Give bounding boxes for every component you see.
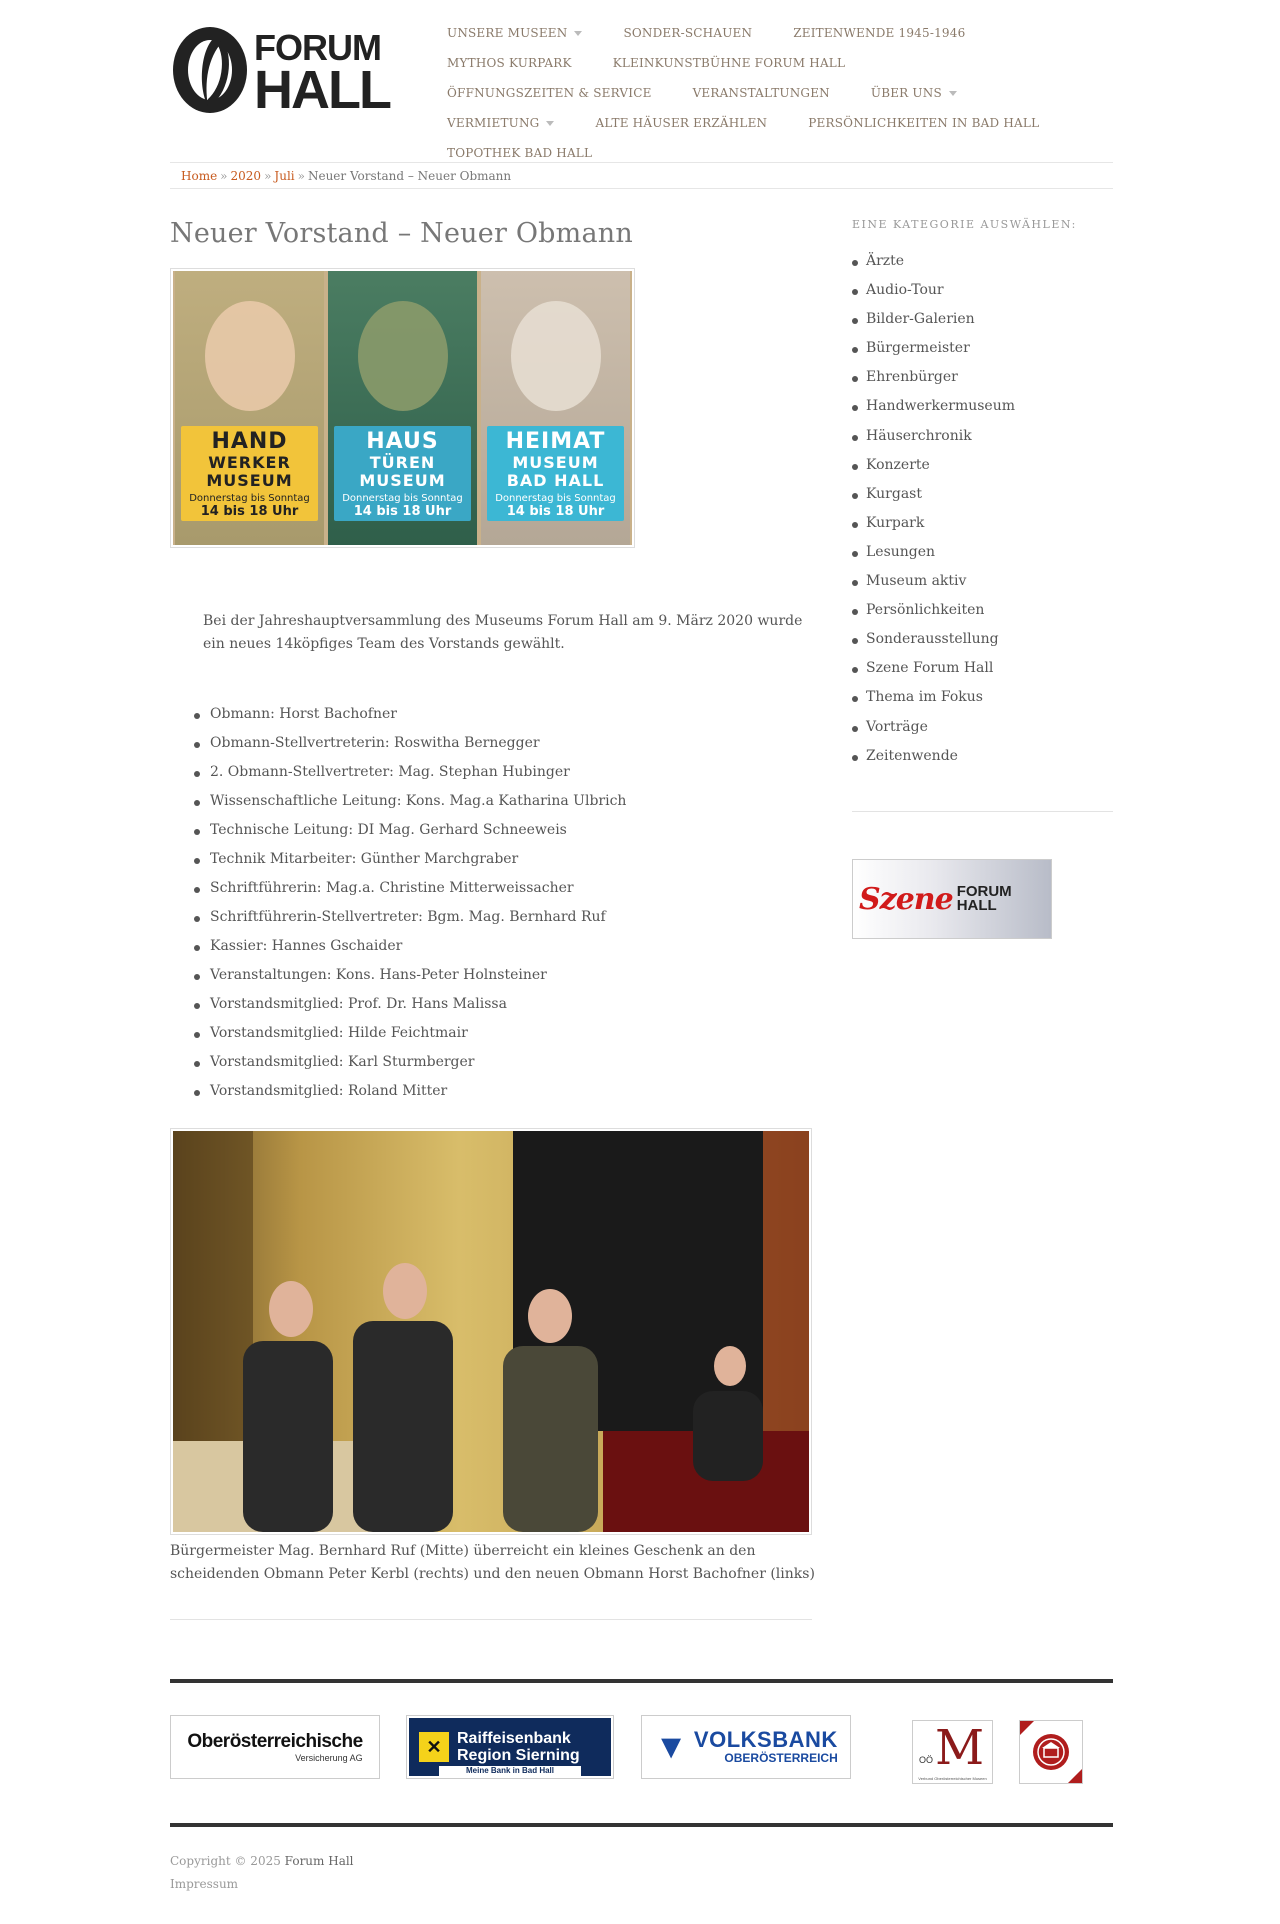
photo-scene [173,1131,809,1532]
board-member-item: Wissenschaftliche Leitung: Kons. Mag.a Katharina Ulbrich [210,787,626,816]
poster-line2: WERKER [208,453,291,472]
poster-line3: MUSEUM [206,471,293,490]
nav-item[interactable] [447,48,572,78]
breadcrumb-current: Neuer Vorstand – Neuer Obmann [307,169,512,183]
handover-photo[interactable] [170,1128,812,1535]
sponsor-2-line3: Meine Bank in Bad Hall [439,1766,581,1776]
board-member-item: 2. Obmann-Stellvertreter: Mag. Stephan Hubinger [210,758,626,787]
copyright-text: Copyright © 2025 [170,1854,281,1868]
sponsor-4-letter: M [935,1720,985,1776]
nav-item[interactable] [447,108,554,138]
breadcrumb-month[interactable]: Juli [274,169,295,183]
board-member-item: Vorstandsmitglied: Roland Mitter [210,1077,626,1106]
sponsor-4-sub: Verbund Oberösterreichischer Museen [918,1776,987,1781]
board-member-item: Technische Leitung: DI Mag. Gerhard Schneeweis [210,816,626,845]
poster-illustration [511,301,601,411]
szene-forum-hall-banner[interactable] [852,859,1052,939]
footer-impressum-link[interactable]: Impressum [170,1877,239,1891]
site-logo[interactable] [170,18,390,120]
category-link[interactable]: Ehrenbürger [866,363,1015,392]
category-link[interactable]: Lesungen [866,538,1015,567]
sidebar-divider [852,811,1113,812]
chevron-down-icon [546,121,554,126]
board-member-item: Obmann: Horst Bachofner [210,700,626,729]
category-link[interactable]: Häuserchronik [866,422,1015,451]
poster-illustration [205,301,295,411]
category-link[interactable]: Kurgast [866,480,1015,509]
nav-item-label: ÜBER UNS [870,86,942,100]
category-link[interactable]: Museum aktiv [866,567,1015,596]
nav-item-label: PERSÖNLICHKEITEN IN BAD HALL [808,116,1040,130]
sponsor-4-prefix: OÖ [919,1755,934,1765]
museum-poster [175,271,324,545]
category-link[interactable]: Handwerkermuseum [866,392,1015,421]
nav-item-label: VERMIETUNG [447,116,540,130]
category-link[interactable]: Vorträge [866,713,1015,742]
poster-title-panel [487,426,624,521]
breadcrumb-separator: » [264,169,272,183]
sponsor-bottom-rule [170,1823,1113,1827]
sponsor-oberoesterreichische[interactable] [170,1715,380,1779]
poster-time: 14 bis 18 Uhr [506,504,605,519]
copyright [170,1854,354,1868]
category-link[interactable]: Thema im Fokus [866,683,1015,712]
sponsor-raiffeisenbank[interactable] [406,1715,614,1779]
sponsor-3-line1: VOLKSBANK [693,1727,838,1752]
volksbank-icon: ▼ [654,1727,688,1766]
breadcrumb-separator: » [220,169,228,183]
board-member-item: Technik Mitarbeiter: Günther Marchgraber [210,845,626,874]
nav-item[interactable] [595,108,767,138]
museum-poster [328,271,477,545]
nav-item-label: MYTHOS KURPARK [447,56,572,70]
breadcrumb-home[interactable]: Home [181,169,218,183]
board-member-item: Obmann-Stellvertreterin: Roswitha Bernegger [210,729,626,758]
nav-item[interactable] [871,78,957,108]
page-title: Neuer Vorstand – Neuer Obmann [170,218,633,249]
poster-illustration [358,301,448,411]
board-member-item: Schriftführerin: Mag.a. Christine Mitterweissacher [210,874,626,903]
nav-item[interactable] [693,78,830,108]
photo-stage [173,1131,809,1532]
poster-line2: TÜREN [369,453,436,472]
poster-line3: MUSEUM [359,471,446,490]
svg-text:HALL: HALL [254,60,390,120]
nav-item-label: ÖFFNUNGSZEITEN & SERVICE [447,86,652,100]
board-member-item: Vorstandsmitglied: Karl Sturmberger [210,1048,626,1077]
nav-item[interactable] [808,108,1039,138]
category-link[interactable]: Persönlichkeiten [866,596,1015,625]
sponsor-top-rule [170,1679,1113,1683]
poster-days: Donnerstag bis Sonntag [189,493,310,504]
board-member-item: Vorstandsmitglied: Prof. Dr. Hans Malissa [210,990,626,1019]
museum-emblem-icon [1020,1721,1082,1783]
nav-item[interactable] [623,18,752,48]
museum-poster [481,271,630,545]
category-list [866,247,1015,771]
poster-days: Donnerstag bis Sonntag [495,493,616,504]
nav-item-label: TOPOTHEK BAD HALL [447,146,593,160]
poster-time: 14 bis 18 Uhr [200,504,299,519]
sponsor-1-sub: Versicherung AG [295,1753,363,1763]
nav-item-label: UNSERE MUSEEN [447,26,568,40]
nav-item-label: VERANSTALTUNGEN [692,86,830,100]
nav-item[interactable] [793,18,965,48]
category-link[interactable]: Kurpark [866,509,1015,538]
sponsor-1-name: Oberösterreichische [187,1731,363,1752]
poster-line1: HAUS [366,429,439,454]
sponsor-ooe-museen[interactable] [912,1720,993,1784]
category-link[interactable]: Szene Forum Hall [866,654,1015,683]
footer-site-link[interactable]: Forum Hall [284,1854,354,1868]
photo-caption: Bürgermeister Mag. Bernhard Ruf (Mitte) überreicht ein kleines Geschenk an den scheidenden Obmann Peter Kerbl (rechts) und den neuen Obmann Horst Bachofner (links) [170,1543,815,1582]
sponsor-2-line2: Region Sierning [457,1747,580,1764]
poster-time: 14 bis 18 Uhr [353,504,452,519]
board-member-item: Schriftführerin-Stellvertreter: Bgm. Mag. Bernhard Ruf [210,903,626,932]
poster-line1: HEIMAT [505,429,606,454]
poster-line2: MUSEUM [512,453,599,472]
szene-logo-text: FORUM HALL [956,883,1012,914]
poster-line1: HAND [211,429,288,454]
content-divider [170,1619,812,1620]
intro-paragraph: Bei der Jahreshauptversammlung des Museums Forum Hall am 9. März 2020 wurde ein neues 14köpfiges Team des Vorstands gewählt. [203,613,803,652]
raiffeisen-icon: ✕ [419,1732,449,1762]
sponsor-3-line2: OBERÖSTERREICH [724,1751,838,1765]
forum-hall-logo-mark [170,18,390,120]
breadcrumb-separator: » [297,169,305,183]
poster-line3: BAD HALL [506,471,605,490]
main-navigation [436,18,1116,168]
museum-posters-image[interactable] [170,268,635,548]
sponsor-volksbank[interactable] [641,1715,851,1779]
svg-text:FORUM: FORUM [254,27,381,68]
board-member-item: Veranstaltungen: Kons. Hans-Peter Holnsteiner [210,961,626,990]
category-link[interactable]: Bilder-Galerien [866,305,1015,334]
chevron-down-icon [949,91,957,96]
board-member-item: Vorstandsmitglied: Hilde Feichtmair [210,1019,626,1048]
breadcrumb-year[interactable]: 2020 [230,169,262,183]
nav-item-label: ALTE HÄUSER ERZÄHLEN [595,116,768,130]
breadcrumb [170,162,1113,189]
nav-item-label: SONDER-SCHAUEN [623,26,753,40]
nav-item[interactable] [613,48,845,78]
sponsor-museum-emblem[interactable] [1019,1720,1083,1784]
board-members-list [210,700,626,1106]
nav-item-label: ZEITENWENDE 1945-1946 [793,26,966,40]
chevron-down-icon [574,31,582,36]
category-link[interactable]: Ärzte [866,247,1015,276]
poster-title-panel [334,426,471,521]
category-link[interactable]: Audio-Tour [866,276,1015,305]
szene-script: Szene [859,881,953,917]
category-link[interactable]: Sonderausstellung [866,625,1015,654]
board-member-item: Kassier: Hannes Gschaider [210,932,626,961]
category-link[interactable]: Konzerte [866,451,1015,480]
nav-item[interactable] [447,78,652,108]
nav-item[interactable] [447,18,582,48]
category-link[interactable]: Zeitenwende [866,742,1015,771]
category-widget-title: EINE KATEGORIE AUSWÄHLEN: [852,218,1077,231]
category-link[interactable]: Bürgermeister [866,334,1015,363]
poster-title-panel [181,426,318,521]
poster-days: Donnerstag bis Sonntag [342,493,463,504]
nav-item-label: KLEINKUNSTBÜHNE FORUM HALL [612,56,846,70]
sponsor-2-line1: Raiffeisenbank [457,1730,571,1747]
